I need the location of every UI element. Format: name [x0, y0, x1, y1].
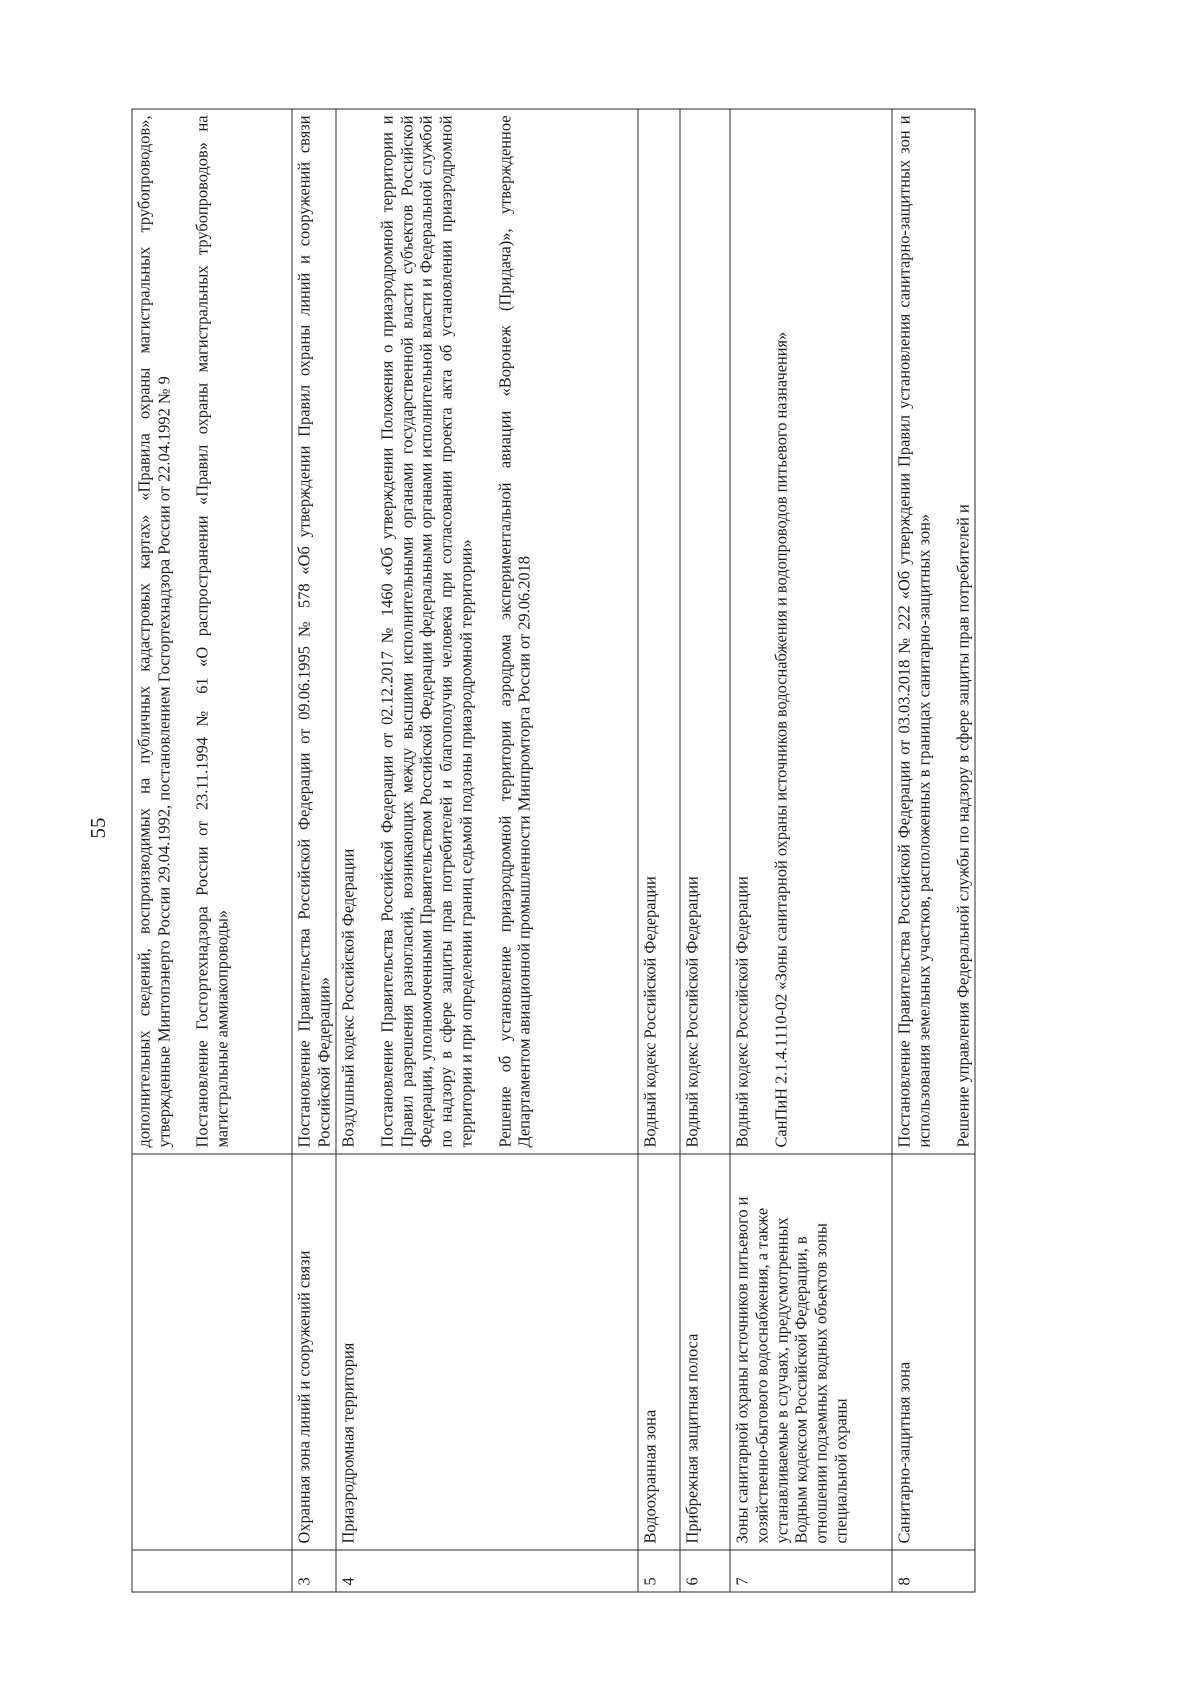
zone-name: [132, 1154, 292, 1550]
table-row: [680, 109, 730, 1592]
zone-name: Охранная зона линий и сооружений связи: [292, 1154, 336, 1550]
legal-document: Решение об установление приаэродромной территории аэродрома экспериментальной авиации «Воронеж (Придача)», утвержденное Департаментом авиационной промышленности Минпромторга России от 29.06.2018: [494, 115, 534, 1147]
page-number: 55: [86, 817, 110, 839]
row-number: 4: [336, 1550, 638, 1592]
legal-basis: [730, 109, 892, 1154]
legal-document: СанПиН 2.1.4.1110-02 «Зоны санитарной охраны источников водоснабжения и водопроводов питьевого назначения»: [771, 331, 791, 1147]
row-number: 8: [892, 1550, 975, 1592]
legal-document: Постановление Правительства Российской Федерации от 09.06.1995 № 578 «Об утверждении Правил охраны линий и сооружений связи Российской Федерации»: [294, 115, 333, 1147]
legal-document: Водный кодекс Российской Федерации: [682, 875, 702, 1147]
legal-document: Водный кодекс Российской Федерации: [640, 875, 660, 1147]
legal-document: Решение управления Федеральной службы по надзору в сфере защиты прав потребителей и: [952, 503, 972, 1147]
zone-name: Зоны санитарной охраны источников питьевого и хозяйственно-бытового водоснабжения, а также устанавливаемые в случаях, предусмотренных Водным кодексом Российской Федерации, в отношении подземных водных объектов зоны специальной охраны: [730, 1154, 892, 1550]
rotated-table-wrapper: [131, 108, 972, 1592]
zone-name: Санитарно-защитная зона: [892, 1154, 975, 1550]
legal-document: Воздушный кодекс Российской Федерации: [338, 848, 358, 1147]
table-row: [638, 109, 680, 1592]
legal-basis: [132, 109, 292, 1154]
restricted-zones-table: [131, 108, 975, 1592]
table-row: [132, 109, 292, 1592]
legal-document: Постановление Правительства Российской Федерации от 02.12.2017 № 1460 «Об утверждении Положения о приаэродромной территории и Правил разрешения разногласий, возникающих между высшими исполнительными органами государственной власти субъектов Российской Федерации, уполномоченными Правительством Российской Федерации федеральными органами исполнительной власти и Федеральной службой по надзору в сфере защиты прав потребителей и благополучия человека при согласовании проекта акта об установлении приаэродромной территории и при определении границ седьмой подзоны приаэродромной территории»: [377, 115, 475, 1147]
table-row: [892, 109, 975, 1592]
row-number: 7: [730, 1550, 892, 1592]
row-number: [132, 1550, 292, 1592]
legal-document: дополнительных сведений, воспроизводимых на публичных кадастровых картах» «Правила охраны магистральных трубопроводов», утвержденные Минтопэнерго России 29.04.1992, постановлением Госгортехнадзора России от 22.04.1992 № 9: [134, 115, 173, 1147]
row-number: 3: [292, 1550, 336, 1592]
legal-document: Постановление Правительства Российской Федерации от 03.03.2018 № 222 «Об утверждении Правил установления санитарно-защитных зон и использования земельных участков, расположенных в границах санитарно-защитных зон»: [894, 115, 934, 1147]
legal-document: Водный кодекс Российской Федерации: [732, 875, 752, 1147]
legal-basis: [680, 109, 730, 1154]
legal-basis: [292, 109, 336, 1154]
table-row: [292, 109, 336, 1592]
legal-basis: [638, 109, 680, 1154]
zone-name: Прибрежная защитная полоса: [680, 1154, 730, 1550]
zone-name: Водоохранная зона: [638, 1154, 680, 1550]
legal-basis: [336, 109, 638, 1154]
legal-basis: [892, 109, 975, 1154]
table-row: [730, 109, 892, 1592]
legal-document: Постановление Госгортехнадзора России от 23.11.1994 № 61 «О распространении «Правил охраны магистральных трубопроводов» на магистральные аммиакопроводы»: [192, 115, 232, 1147]
table-row: [336, 109, 638, 1592]
zone-name: Приаэродромная территория: [336, 1154, 638, 1550]
row-number: 6: [680, 1550, 730, 1592]
row-number: 5: [638, 1550, 680, 1592]
